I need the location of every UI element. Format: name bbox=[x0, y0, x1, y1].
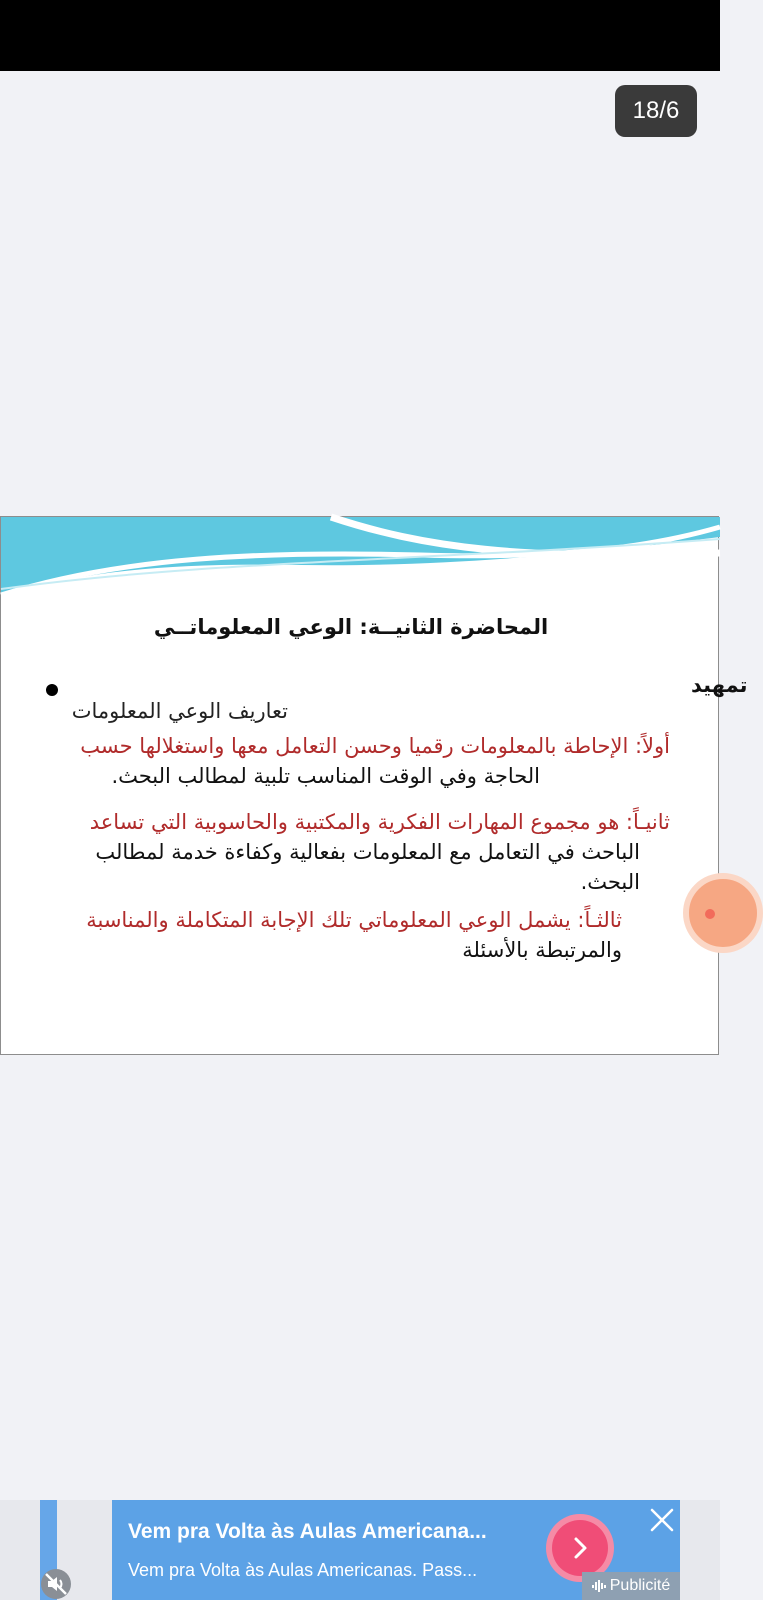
definition-1-lead: أولاً: الإحاطة بالمعلومات رقميا وحسن التعامل معها واستغلالها حسب bbox=[80, 734, 670, 758]
definition-3 bbox=[0, 905, 622, 965]
definition-1-continuation: الحاجة وفي الوقت المناسب تلبية لمطالب البحث. bbox=[111, 764, 540, 788]
definition-2 bbox=[30, 807, 670, 897]
bullet-dot bbox=[46, 684, 58, 696]
definition-2-continuation: الباحث في التعامل مع المعلومات بفعالية وكفاءة خدمة لمطالب البحث. bbox=[95, 840, 640, 894]
chevron-right-icon bbox=[567, 1535, 593, 1561]
nav-bubble-dot bbox=[705, 909, 715, 919]
slide-header-wave bbox=[1, 517, 720, 597]
definition-1 bbox=[30, 731, 670, 791]
ad-badge bbox=[582, 1572, 680, 1600]
definition-3-continuation: والمرتبطة بالأسئلة bbox=[462, 938, 622, 962]
mute-icon[interactable] bbox=[40, 1568, 72, 1600]
ad-banner[interactable] bbox=[112, 1500, 680, 1600]
ad-badge-label: Publicité bbox=[609, 1577, 671, 1594]
slide-heading-truncated: تمهيد bbox=[691, 673, 748, 697]
floating-nav-bubble[interactable] bbox=[683, 873, 763, 953]
status-bar bbox=[0, 0, 720, 71]
close-icon[interactable] bbox=[646, 1504, 678, 1536]
ad-subtitle[interactable]: Vem pra Volta às Aulas Americanas. Pass... bbox=[128, 1560, 478, 1580]
page-counter: 18/6 bbox=[615, 85, 697, 137]
slide-subheading: تعاريف الوعي المعلومات bbox=[71, 699, 288, 723]
audio-wave-icon bbox=[592, 1580, 606, 1592]
definition-2-lead: ثانيـاً: هو مجموع المهارات الفكرية والمكتبية والحاسوبية التي تساعد bbox=[89, 810, 670, 834]
ad-title[interactable]: Vem pra Volta às Aulas Americana... bbox=[128, 1520, 487, 1543]
definition-3-lead: ثالثـاً: يشمل الوعي المعلوماتي تلك الإجابة المتكاملة والمناسبة bbox=[86, 908, 622, 932]
slide-title: المحاضرة الثانيــة: الوعي المعلوماتــي bbox=[153, 615, 549, 639]
slide-page bbox=[0, 516, 748, 1055]
